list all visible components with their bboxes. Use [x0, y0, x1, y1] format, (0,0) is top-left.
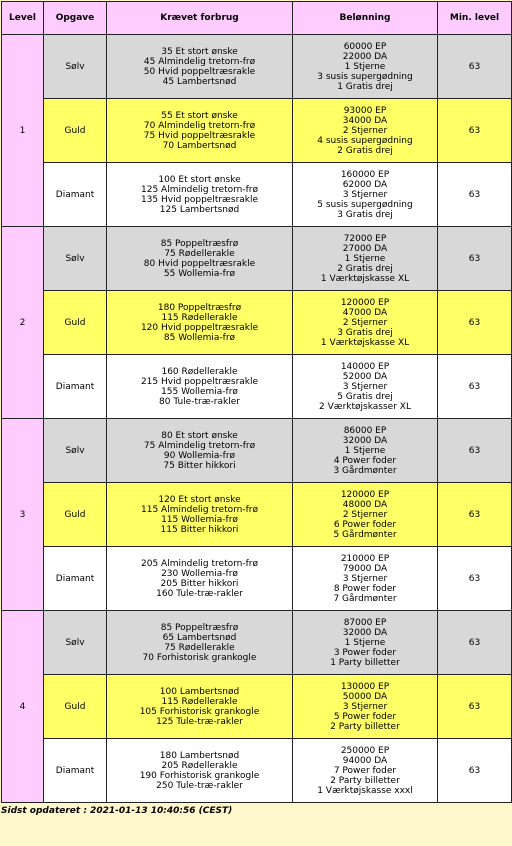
belonning-line: 62000 DA: [342, 179, 388, 190]
forbrug-cell: [107, 483, 293, 547]
forbrug-line: 100 Et stort ønske: [158, 174, 241, 185]
belonning-cell: [293, 611, 438, 675]
belonning-line: 22000 DA: [342, 51, 388, 62]
minlevel-cell: 63: [438, 419, 512, 483]
belonning-cell: [293, 419, 438, 483]
belonning-line: 140000 EP: [340, 361, 390, 372]
minlevel-cell: 63: [438, 99, 512, 163]
opgave-cell: Diamant: [44, 739, 107, 803]
belonning-line: 3 Gratis drej: [337, 327, 393, 338]
forbrug-line: 115 Rødellerakle: [161, 312, 238, 323]
belonning-line: 3 Power foder: [333, 647, 397, 658]
forbrug-line: 115 Wollemia-frø: [161, 514, 238, 525]
minlevel-cell: 63: [438, 547, 512, 611]
belonning-line: 4 Power foder: [333, 455, 397, 466]
forbrug-line: 160 Rødellerakle: [161, 366, 238, 377]
belonning-line: 2 Gratis drej: [337, 145, 393, 156]
forbrug-line: 205 Rødellerakle: [161, 760, 238, 771]
forbrug-line: 70 Almindelig tretorn-frø: [143, 120, 256, 131]
forbrug-cell: [107, 739, 293, 803]
table-row: [2, 611, 512, 675]
belonning-line: 3 Stjerner: [342, 381, 388, 392]
forbrug-line: 70 Forhistorisk grankogle: [142, 652, 257, 663]
opgave-cell: Guld: [44, 675, 107, 739]
forbrug-line: 80 Tule-træ-rakler: [159, 396, 240, 407]
belonning-line: 32000 DA: [342, 627, 388, 638]
belonning-line: 1 Værktøjskasse XL: [320, 337, 410, 348]
forbrug-line: 155 Wollemia-frø: [161, 386, 238, 397]
header-row: [2, 2, 512, 35]
forbrug-line: 85 Wollemia-frø: [163, 332, 236, 343]
header-level: Level: [2, 2, 44, 35]
forbrug-cell: [107, 611, 293, 675]
forbrug-line: 50 Hvid poppeltræsrakle: [143, 66, 256, 77]
forbrug-line: 105 Forhistorisk grankogle: [139, 706, 260, 717]
forbrug-line: 180 Poppeltræsfrø: [157, 302, 242, 313]
table-row: [2, 739, 512, 803]
belonning-cell: [293, 675, 438, 739]
level-cell: 2: [2, 227, 44, 419]
belonning-line: 72000 EP: [343, 233, 387, 244]
forbrug-line: 250 Tule-træ-rakler: [156, 780, 243, 791]
forbrug-line: 230 Wollemia-frø: [161, 568, 238, 579]
belonning-cell: [293, 163, 438, 227]
belonning-line: 3 Stjerner: [342, 573, 388, 584]
belonning-line: 1 Stjerne: [344, 445, 386, 456]
forbrug-line: 80 Et stort ønske: [161, 430, 238, 441]
table-row: [2, 483, 512, 547]
belonning-line: 1 Stjerne: [344, 61, 386, 72]
minlevel-cell: 63: [438, 611, 512, 675]
belonning-cell: [293, 35, 438, 99]
forbrug-cell: [107, 419, 293, 483]
table-row: [2, 35, 512, 99]
belonning-line: 6 Power foder: [333, 519, 397, 530]
forbrug-line: 65 Lambertsnød: [162, 632, 237, 643]
belonning-line: 160000 EP: [340, 169, 390, 180]
forbrug-line: 75 Bitter hikkori: [163, 460, 236, 471]
belonning-line: 93000 EP: [343, 105, 387, 116]
belonning-line: 47000 DA: [342, 307, 388, 318]
minlevel-cell: 63: [438, 227, 512, 291]
belonning-line: 120000 EP: [340, 297, 390, 308]
belonning-line: 1 Party billetter: [330, 657, 400, 668]
forbrug-line: 160 Tule-træ-rakler: [156, 588, 243, 599]
belonning-line: 130000 EP: [340, 681, 390, 692]
table-row: [2, 163, 512, 227]
last-updated: Sidst opdateret : 2021-01-13 10:40:56 (CEST): [1, 806, 233, 816]
belonning-cell: [293, 291, 438, 355]
forbrug-cell: [107, 355, 293, 419]
opgave-cell: Diamant: [44, 355, 107, 419]
belonning-line: 3 susis supergødning: [317, 71, 413, 82]
forbrug-line: 75 Rødellerakle: [164, 642, 235, 653]
header-forbrug: Krævet forbrug: [107, 2, 293, 35]
belonning-cell: [293, 355, 438, 419]
belonning-line: 52000 DA: [342, 371, 388, 382]
belonning-line: 1 Gratis drej: [337, 81, 393, 92]
belonning-cell: [293, 483, 438, 547]
table-row: [2, 227, 512, 291]
forbrug-line: 80 Hvid poppeltræsrakle: [143, 258, 256, 269]
forbrug-line: 215 Hvid poppeltræsrakle: [140, 376, 259, 387]
forbrug-line: 125 Almindelig tretorn-frø: [141, 184, 258, 195]
opgave-cell: Sølv: [44, 35, 107, 99]
opgave-cell: Sølv: [44, 227, 107, 291]
belonning-line: 32000 DA: [342, 435, 388, 446]
minlevel-cell: 63: [438, 355, 512, 419]
minlevel-cell: 63: [438, 483, 512, 547]
forbrug-line: 85 Poppeltræsfrø: [160, 622, 239, 633]
belonning-line: 48000 DA: [342, 499, 388, 510]
header-belonning: Belønning: [293, 2, 438, 35]
forbrug-cell: [107, 163, 293, 227]
forbrug-line: 205 Bitter hikkori: [160, 578, 239, 589]
belonning-line: 34000 DA: [342, 115, 388, 126]
forbrug-line: 55 Wollemia-frø: [163, 268, 236, 279]
minlevel-cell: 63: [438, 35, 512, 99]
forbrug-line: 115 Rødellerakle: [161, 696, 238, 707]
belonning-line: 87000 EP: [343, 617, 387, 628]
forbrug-line: 55 Et stort ønske: [161, 110, 238, 121]
forbrug-line: 85 Poppeltræsfrø: [160, 238, 239, 249]
forbrug-line: 90 Wollemia-frø: [163, 450, 236, 461]
belonning-line: 94000 DA: [342, 755, 388, 766]
minlevel-cell: 63: [438, 675, 512, 739]
opgave-cell: Sølv: [44, 419, 107, 483]
belonning-line: 2 Værktøjskasser XL: [319, 401, 411, 412]
forbrug-cell: [107, 547, 293, 611]
table-row: [2, 355, 512, 419]
forbrug-line: 45 Lambertsnød: [162, 76, 237, 87]
belonning-line: 1 Værktøjskasse xxxl: [317, 785, 413, 796]
forbrug-line: 75 Rødellerakle: [164, 248, 235, 259]
forbrug-line: 125 Tule-træ-rakler: [156, 716, 243, 727]
belonning-line: 60000 EP: [343, 41, 387, 52]
belonning-cell: [293, 227, 438, 291]
belonning-line: 210000 EP: [340, 553, 390, 564]
forbrug-cell: [107, 35, 293, 99]
belonning-cell: [293, 99, 438, 163]
forbrug-line: 120 Et stort ønske: [158, 494, 241, 505]
level-cell: 3: [2, 419, 44, 611]
forbrug-line: 120 Hvid poppeltræsrakle: [140, 322, 259, 333]
table-row: [2, 291, 512, 355]
belonning-line: 2 Party billetter: [330, 721, 400, 732]
forbrug-line: 205 Almindelig tretorn-frø: [141, 558, 258, 569]
belonning-line: 50000 DA: [342, 691, 388, 702]
belonning-line: 2 Gratis drej: [337, 263, 393, 274]
forbrug-cell: [107, 675, 293, 739]
opgave-cell: Diamant: [44, 547, 107, 611]
forbrug-line: 70 Lambertsnød: [162, 140, 237, 151]
opgave-cell: Guld: [44, 483, 107, 547]
belonning-line: 1 Værktøjskasse XL: [320, 273, 410, 284]
belonning-line: 3 Gratis drej: [337, 209, 393, 220]
belonning-line: 250000 EP: [340, 745, 390, 756]
belonning-line: 2 Stjerner: [342, 125, 388, 136]
belonning-line: 1 Stjerne: [344, 637, 386, 648]
belonning-line: 5 Gratis drej: [337, 391, 393, 402]
forbrug-line: 180 Lambertsnød: [159, 750, 240, 761]
forbrug-cell: [107, 291, 293, 355]
forbrug-line: 75 Hvid poppeltræsrakle: [143, 130, 256, 141]
belonning-line: 3 Stjerner: [342, 189, 388, 200]
belonning-line: 3 Gårdmønter: [333, 465, 397, 476]
forbrug-line: 115 Almindelig tretorn-frø: [141, 504, 258, 515]
minlevel-cell: 63: [438, 739, 512, 803]
belonning-line: 5 Gårdmønter: [333, 529, 397, 540]
opgave-cell: Guld: [44, 99, 107, 163]
belonning-line: 4 susis supergødning: [317, 135, 413, 146]
forbrug-line: 135 Hvid poppeltræsrakle: [140, 194, 259, 205]
forbrug-line: 115 Bitter hikkori: [160, 524, 239, 535]
opgave-cell: Guld: [44, 291, 107, 355]
belonning-line: 27000 DA: [342, 243, 388, 254]
belonning-line: 7 Gårdmønter: [333, 593, 397, 604]
forbrug-line: 75 Almindelig tretorn-frø: [143, 440, 256, 451]
header-minlevel: Min. level: [438, 2, 512, 35]
opgave-cell: Diamant: [44, 163, 107, 227]
table-row: [2, 99, 512, 163]
belonning-line: 86000 EP: [343, 425, 387, 436]
forbrug-line: 190 Forhistorisk grankogle: [139, 770, 260, 781]
minlevel-cell: 63: [438, 163, 512, 227]
belonning-line: 2 Party billetter: [330, 775, 400, 786]
belonning-line: 120000 EP: [340, 489, 390, 500]
belonning-line: 79000 DA: [342, 563, 388, 574]
forbrug-line: 125 Lambertsnød: [159, 204, 240, 215]
minlevel-cell: 63: [438, 291, 512, 355]
belonning-line: 2 Stjerner: [342, 509, 388, 520]
level-cell: 1: [2, 35, 44, 227]
forbrug-cell: [107, 227, 293, 291]
header-opgave: Opgave: [44, 2, 107, 35]
belonning-line: 1 Stjerne: [344, 253, 386, 264]
table-row: [2, 547, 512, 611]
forbrug-line: 35 Et stort ønske: [161, 46, 238, 57]
table-body: [2, 35, 512, 803]
forbrug-cell: [107, 99, 293, 163]
forbrug-line: 100 Lambertsnød: [159, 686, 240, 697]
belonning-line: 8 Power foder: [333, 583, 397, 594]
belonning-line: 2 Stjerner: [342, 317, 388, 328]
opgave-cell: Sølv: [44, 611, 107, 675]
forbrug-line: 45 Almindelig tretorn-frø: [143, 56, 256, 67]
belonning-line: 5 Power foder: [333, 711, 397, 722]
level-cell: 4: [2, 611, 44, 803]
belonning-cell: [293, 739, 438, 803]
belonning-line: 3 Stjerner: [342, 701, 388, 712]
belonning-line: 7 Power foder: [333, 765, 397, 776]
table-row: [2, 675, 512, 739]
belonning-line: 5 susis supergødning: [317, 199, 413, 210]
belonning-cell: [293, 547, 438, 611]
reward-table: [1, 1, 512, 803]
table-row: [2, 419, 512, 483]
